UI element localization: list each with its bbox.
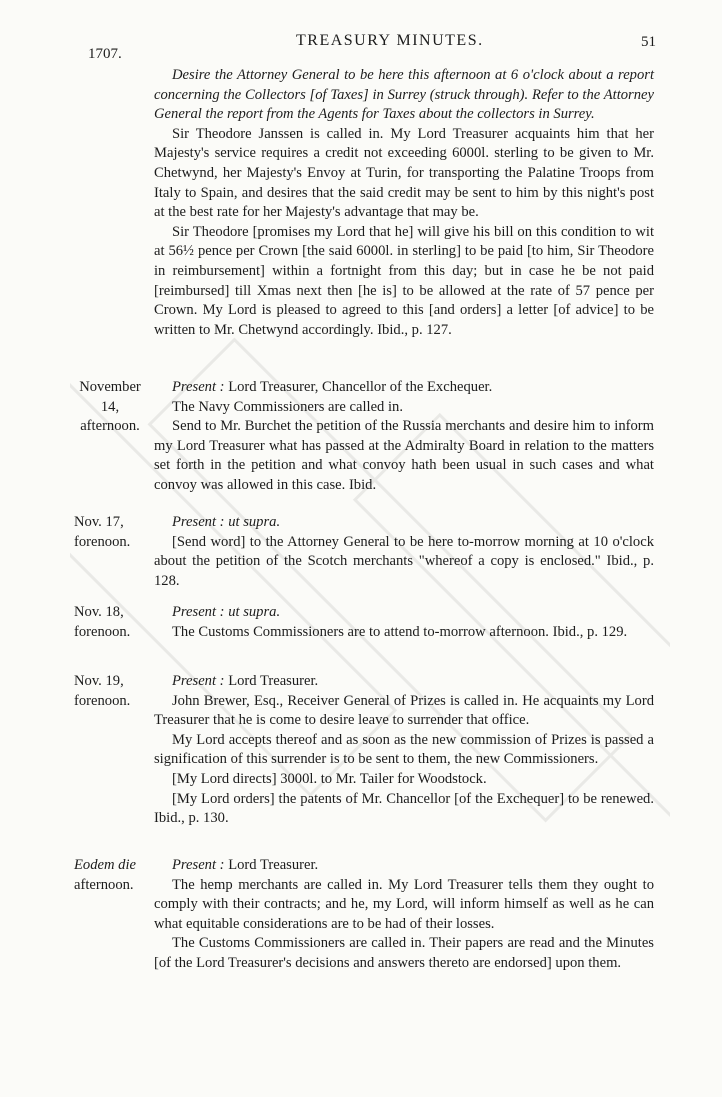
entry-paragraph: Sir Theodore Janssen is called in. My Lord Treasurer acquaints him that her Majesty's service requires a credit not exceeding 6000l. sterling to be given to Mr. Chetwynd, her Majesty's Envoy at Turin, for transporting the Palatine Troops from Italy to Spain, and desires that the said credit may be sent to him by this night's post at the best rate for her Majesty's advantage that may be. xyxy=(154,125,654,221)
present-label: Present : xyxy=(172,379,225,395)
entry-paragraph: John Brewer, Esq., Receiver General of Prizes is called in. He acquaints my Lord Treasurer that he is come to desire leave to surrender that office. xyxy=(154,692,654,729)
date-line: forenoon. xyxy=(74,692,131,709)
entry-paragraph: Sir Theodore [promises my Lord that he] will give his bill on this condition to wit at 56½ pence per Crown [the said 6000l. in sterling] to be paid [to him, Sir Theodore in reimbursement] within a fortnight from this day; but in case he be not paid [reimbursed] till Xmas next then [he is] to be allowed at the rate of 57 pence per Crown. My Lord is pleased to agreed to this [and orders] a letter [of advice] to be written to Mr. Chetwynd accordingly. Ibid., p. 127. xyxy=(154,223,654,338)
present-label: Present : xyxy=(172,673,225,689)
entry-body xyxy=(154,856,654,974)
present-names: Lord Treasurer. xyxy=(228,673,319,689)
present-line xyxy=(154,378,654,398)
present-label: Present : xyxy=(172,514,225,530)
entry-date xyxy=(70,378,150,437)
entry-date xyxy=(74,856,154,895)
entry-paragraph: [My Lord orders] the patents of Mr. Chancellor [of the Exchequer] to be renewed. Ibid., p. 130. xyxy=(154,790,654,827)
date-line: 14, xyxy=(100,398,120,415)
present-line xyxy=(154,603,654,623)
date-line: afternoon. xyxy=(80,418,140,434)
present-line xyxy=(154,856,654,876)
present-names: Lord Treasurer, Chancellor of the Exchequer. xyxy=(228,379,493,395)
entry-body xyxy=(154,66,654,340)
entry-paragraph: The Customs Commissioners are called in. Their papers are read and the Minutes [of the Lord Treasurer's decisions and answers thereto are endorsed] upon them. xyxy=(154,935,654,971)
entry-body xyxy=(154,603,654,642)
date-line: Nov. 19, xyxy=(74,673,124,689)
entry-paragraph: Send to Mr. Burchet the petition of the Russia merchants and desire him to inform my Lord Treasurer what has passed at the Admiralty Board in relation to the matters set forth in the petition and what convoy hath been usual in such cases and what convoy was allowed in this case. Ibid. xyxy=(154,418,654,493)
entry-paragraph: My Lord accepts thereof and as soon as the new commission of Prizes is passed a signification of this surrender is to be sent to them, the new Commissioners. xyxy=(154,731,654,768)
entry-paragraph: [My Lord directs] 3000l. to Mr. Tailer for Woodstock. xyxy=(172,770,487,787)
present-names: Lord Treasurer. xyxy=(228,857,319,873)
present-label: Present : xyxy=(172,857,225,873)
present-line xyxy=(154,513,654,533)
date-line: forenoon. xyxy=(74,533,131,550)
date-line: forenoon. xyxy=(74,623,131,640)
entry-paragraph: The Navy Commissioners are called in. xyxy=(172,398,404,415)
date-line: Nov. 17, xyxy=(74,514,124,530)
page-number: 51 xyxy=(641,34,656,50)
entry-body xyxy=(154,513,654,591)
entry-body xyxy=(154,378,654,496)
present-line xyxy=(154,672,654,692)
entry-body xyxy=(154,672,654,829)
entry-paragraph: [Send word] to the Attorney General to be here to-morrow morning at 10 o'clock about the petition of the Scotch merchants "whereof a copy is enclosed." Ibid., p. 128. xyxy=(154,533,654,589)
date-line: afternoon. xyxy=(74,876,134,893)
date-line: Nov. 18, xyxy=(74,604,124,620)
date-line: Eodem die xyxy=(74,857,137,873)
running-head: TREASURY MINUTES. xyxy=(296,32,484,49)
entry-date xyxy=(74,513,154,552)
present-names: ut supra. xyxy=(228,514,281,530)
entry-date xyxy=(74,603,154,642)
entry-paragraph: Desire the Attorney General to be here this afternoon at 6 o'clock about a report concerning the Collectors [of Taxes] in Surrey (struck through). Refer to the Attorney General the report from the Agents for Taxes about the collectors in Surrey. xyxy=(154,67,654,123)
present-names: ut supra. xyxy=(228,604,281,620)
entry-paragraph: The hemp merchants are called in. My Lord Treasurer tells them they ought to comply with their contracts; and he, my Lord, will inform himself as well as he can what equitable considerations are to be had of their losses. xyxy=(154,876,654,932)
date-line: November xyxy=(79,379,141,395)
entry-paragraph: The Customs Commissioners are to attend to-morrow afternoon. Ibid., p. 129. xyxy=(172,623,628,640)
entry-date xyxy=(74,672,154,711)
year-label: 1707. xyxy=(88,46,122,62)
present-label: Present : xyxy=(172,604,225,620)
